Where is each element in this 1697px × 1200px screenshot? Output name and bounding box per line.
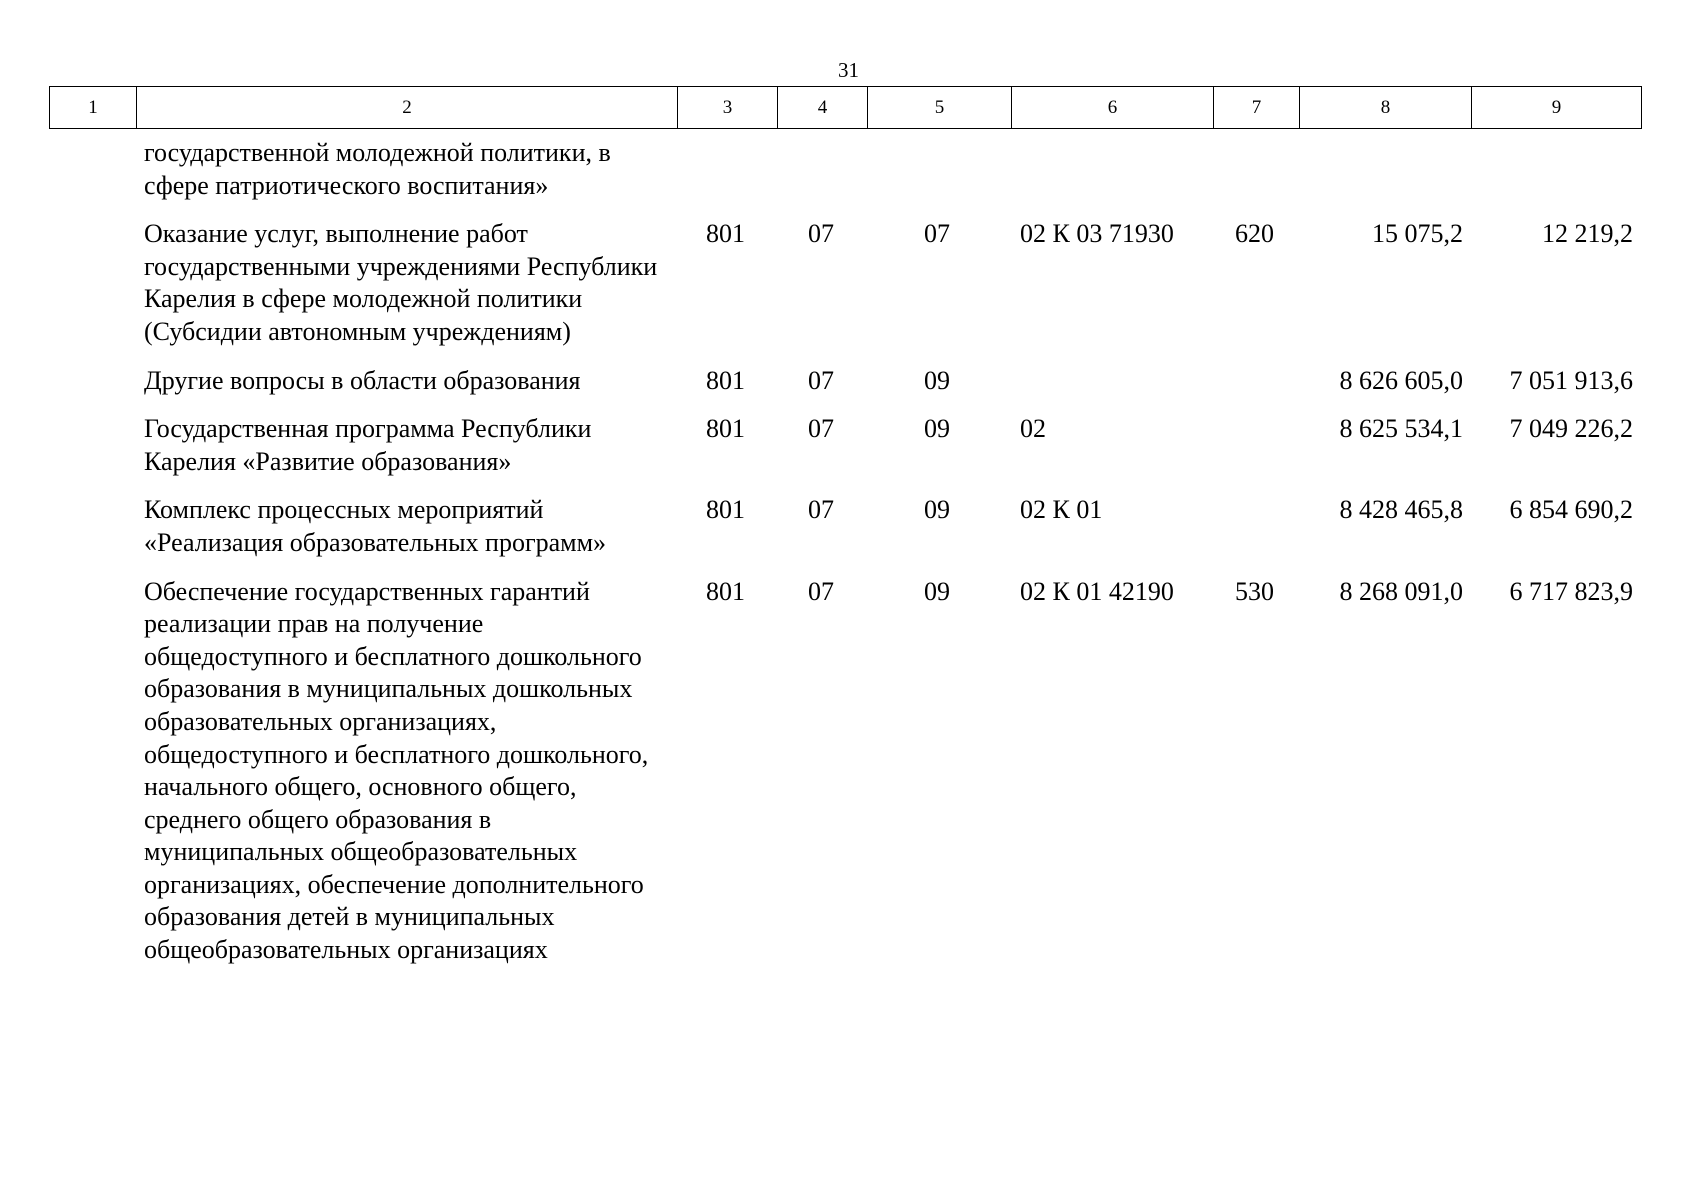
header-cell-3: 3: [678, 87, 778, 129]
header-cell-9: 9: [1472, 87, 1642, 129]
header-cell-2: 2: [137, 87, 678, 129]
row-amount-1: 8 268 091,0: [1339, 576, 1463, 606]
row-subsection-code: 07: [924, 219, 950, 249]
row-name: государственной молодежной политики, в сфере патриотического воспитания»: [144, 138, 611, 200]
row-target-code: [1011, 133, 1213, 214]
row-amount-1: 8 428 465,8: [1339, 495, 1463, 525]
row-ministry-code: 801: [706, 414, 745, 444]
row-section-code: 07: [808, 414, 834, 444]
row-expense-type: [1213, 490, 1299, 571]
row-target-code: 02 К 01 42190: [1020, 576, 1174, 606]
row-name: Государственная программа Республики Карелия «Развитие образования»: [144, 414, 592, 476]
row-target-code: [1011, 361, 1213, 410]
row-amount-2: 6 854 690,2: [1509, 495, 1633, 525]
row-ministry-code: 801: [706, 576, 745, 606]
row-amount-1: 8 626 605,0: [1339, 365, 1463, 395]
table-row: [49, 490, 1641, 571]
row-amount-2: 7 049 226,2: [1509, 414, 1633, 444]
row-amount-1: [1299, 133, 1471, 214]
page-number: 31: [838, 58, 859, 82]
row-ministry-code: 801: [706, 365, 745, 395]
row-name: Обеспечение государственных гарантий реализации прав на получение общедоступного и бесплатного дошкольного образования в муниципальных дошкольных образовательных организациях, общедоступного и бесплатного дошкольного, начального общего, основного общего, среднего общего образования в муниципальных общеобразовательных организациях, обеспечение дополнительного образования детей в муниципальных общеобразовательных организациях: [144, 576, 649, 965]
header-cell-8: 8: [1300, 87, 1472, 129]
row-subsection-code: [867, 133, 1011, 214]
table-row: [49, 572, 1641, 979]
header-cell-5: 5: [868, 87, 1012, 129]
row-expense-type: 530: [1235, 576, 1274, 606]
row-expense-type: 620: [1235, 219, 1274, 249]
budget-table: [49, 133, 1641, 979]
row-ministry-code: 801: [706, 495, 745, 525]
header-row: [50, 87, 1642, 129]
table-row: [49, 361, 1641, 410]
row-target-code: 02 К 01: [1020, 495, 1103, 525]
row-section-code: 07: [808, 219, 834, 249]
row-ministry-code: 801: [706, 219, 745, 249]
row-section-code: [777, 133, 867, 214]
row-target-code: 02 К 03 71930: [1020, 219, 1174, 249]
row-expense-type: [1213, 409, 1299, 490]
row-amount-1: 8 625 534,1: [1339, 414, 1463, 444]
header-cell-1: 1: [50, 87, 137, 129]
row-target-code: 02: [1020, 414, 1046, 444]
column-number-header: [49, 86, 1642, 129]
row-section-code: 07: [808, 495, 834, 525]
row-name: Оказание услуг, выполнение работ государственными учреждениями Республики Карелия в сфере молодежной политики (Субсидии автономным учреждениям): [144, 219, 658, 346]
row-name: Другие вопросы в области образования: [144, 365, 581, 395]
row-expense-type: [1213, 133, 1299, 214]
table-row: [49, 133, 1641, 214]
row-amount-1: 15 075,2: [1372, 219, 1463, 249]
row-amount-2: 7 051 913,6: [1509, 365, 1633, 395]
row-subsection-code: 09: [924, 365, 950, 395]
row-amount-2: [1471, 133, 1641, 214]
row-section-code: 07: [808, 576, 834, 606]
row-ministry-code: [677, 133, 777, 214]
row-subsection-code: 09: [924, 495, 950, 525]
header-cell-4: 4: [778, 87, 868, 129]
table-row: [49, 409, 1641, 490]
row-subsection-code: 09: [924, 414, 950, 444]
header-cell-7: 7: [1214, 87, 1300, 129]
header-cell-6: 6: [1012, 87, 1214, 129]
row-section-code: 07: [808, 365, 834, 395]
row-amount-2: 12 219,2: [1542, 219, 1633, 249]
row-subsection-code: 09: [924, 576, 950, 606]
row-name: Комплекс процессных мероприятий «Реализация образовательных программ»: [144, 495, 607, 557]
row-amount-2: 6 717 823,9: [1509, 576, 1633, 606]
table-row: [49, 214, 1641, 360]
row-expense-type: [1213, 361, 1299, 410]
